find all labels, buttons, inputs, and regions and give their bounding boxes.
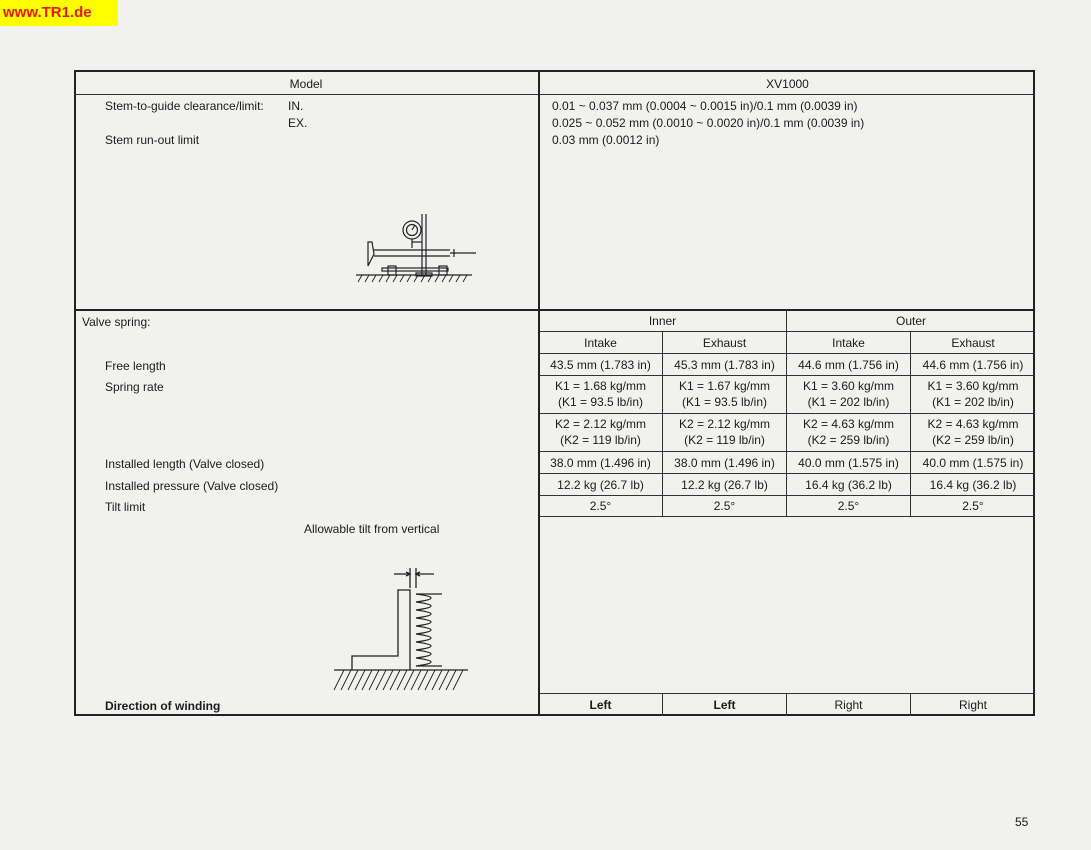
k1-cell: K1 = 3.60 kg/mm — [927, 379, 1019, 393]
free-length-cell: 45.3 mm (1.783 in) — [674, 358, 775, 372]
free-length-cell: 44.6 mm (1.756 in) — [922, 358, 1024, 372]
winding-cell: Right — [834, 698, 863, 712]
free-length-cell: 44.6 mm (1.756 in) — [798, 358, 899, 372]
col-inner-intake: Intake — [584, 336, 617, 350]
k2-cell: K2 = 4.63 kg/mm — [802, 417, 895, 431]
in-label: IN. — [288, 99, 304, 113]
winding-cell: Left — [713, 698, 736, 712]
spring-label: Valve spring: — [82, 315, 151, 329]
k1-cell: K1 = 1.68 kg/mm — [554, 379, 647, 393]
k1-imperial-cell: (K1 = 93.5 lb/in) — [557, 395, 644, 409]
installed-pressure-cell: 16.4 kg (36.2 lb) — [805, 478, 892, 492]
runout-value: 0.03 mm (0.0012 in) — [552, 133, 660, 147]
page-number: 55 — [1015, 815, 1029, 829]
runout-gauge-illustration — [352, 208, 478, 286]
free-length-cell: 43.5 mm (1.783 in) — [550, 358, 651, 372]
model-value: XV1000 — [766, 77, 809, 91]
winding-cell: Left — [589, 698, 612, 712]
free-length-label: Free length — [105, 359, 166, 373]
inner-header: Inner — [648, 314, 677, 328]
k1-cell: K1 = 1.67 kg/mm — [678, 379, 771, 393]
tilt-cell: 2.5° — [962, 499, 984, 513]
model-label: Model — [289, 77, 323, 91]
tilt-caption: Allowable tilt from vertical — [304, 522, 440, 536]
runout-label: Stem run-out limit — [105, 133, 200, 147]
watermark: www.TR1.de — [0, 0, 118, 26]
col-inner-exhaust: Exhaust — [702, 336, 747, 350]
installed-pressure-cell: 12.2 kg (26.7 lb) — [681, 478, 768, 492]
k2-cell: K2 = 2.12 kg/mm — [678, 417, 771, 431]
spring-tilt-illustration — [330, 566, 472, 694]
winding-label: Direction of winding — [105, 699, 221, 713]
tilt-label: Tilt limit — [105, 500, 146, 514]
tilt-cell: 2.5° — [837, 499, 860, 513]
winding-cell: Right — [958, 698, 987, 712]
k1-imperial-cell: (K1 = 202 lb/in) — [932, 395, 1014, 409]
installed-length-cell: 38.0 mm (1.496 in) — [674, 456, 775, 470]
k2-imperial-cell: (K2 = 259 lb/in) — [807, 433, 890, 447]
k2-cell: K2 = 4.63 kg/mm — [927, 417, 1019, 431]
installed-pressure-cell: 12.2 kg (26.7 lb) — [557, 478, 644, 492]
ex-label: EX. — [288, 116, 308, 130]
tilt-cell: 2.5° — [589, 499, 612, 513]
col-outer-intake: Intake — [832, 336, 865, 350]
k1-cell: K1 = 3.60 kg/mm — [802, 379, 895, 393]
spring-rate-label: Spring rate — [105, 380, 164, 394]
k2-imperial-cell: (K2 = 259 lb/in) — [932, 433, 1014, 447]
installed-length-label: Installed length (Valve closed) — [105, 457, 265, 471]
tilt-cell: 2.5° — [713, 499, 736, 513]
in-value: 0.01 ~ 0.037 mm (0.0004 ~ 0.0015 in)/0.1 mm (0.0039 in) — [552, 99, 858, 113]
k2-imperial-cell: (K2 = 119 lb/in) — [560, 433, 641, 447]
k2-imperial-cell: (K2 = 119 lb/in) — [684, 433, 765, 447]
k1-imperial-cell: (K1 = 202 lb/in) — [807, 395, 890, 409]
outer-header: Outer — [895, 314, 926, 328]
installed-pressure-cell: 16.4 kg (36.2 lb) — [929, 478, 1017, 492]
k1-imperial-cell: (K1 = 93.5 lb/in) — [681, 395, 768, 409]
installed-length-cell: 38.0 mm (1.496 in) — [550, 456, 651, 470]
col-outer-exhaust: Exhaust — [951, 336, 995, 350]
k2-cell: K2 = 2.12 kg/mm — [554, 417, 647, 431]
installed-length-cell: 40.0 mm (1.575 in) — [798, 456, 899, 470]
installed-pressure-label: Installed pressure (Valve closed) — [105, 479, 279, 493]
clearance-label: Stem-to-guide clearance/limit: — [105, 99, 264, 113]
installed-length-cell: 40.0 mm (1.575 in) — [922, 456, 1024, 470]
ex-value: 0.025 ~ 0.052 mm (0.0010 ~ 0.0020 in)/0.1 mm (0.0039 in) — [552, 116, 865, 130]
